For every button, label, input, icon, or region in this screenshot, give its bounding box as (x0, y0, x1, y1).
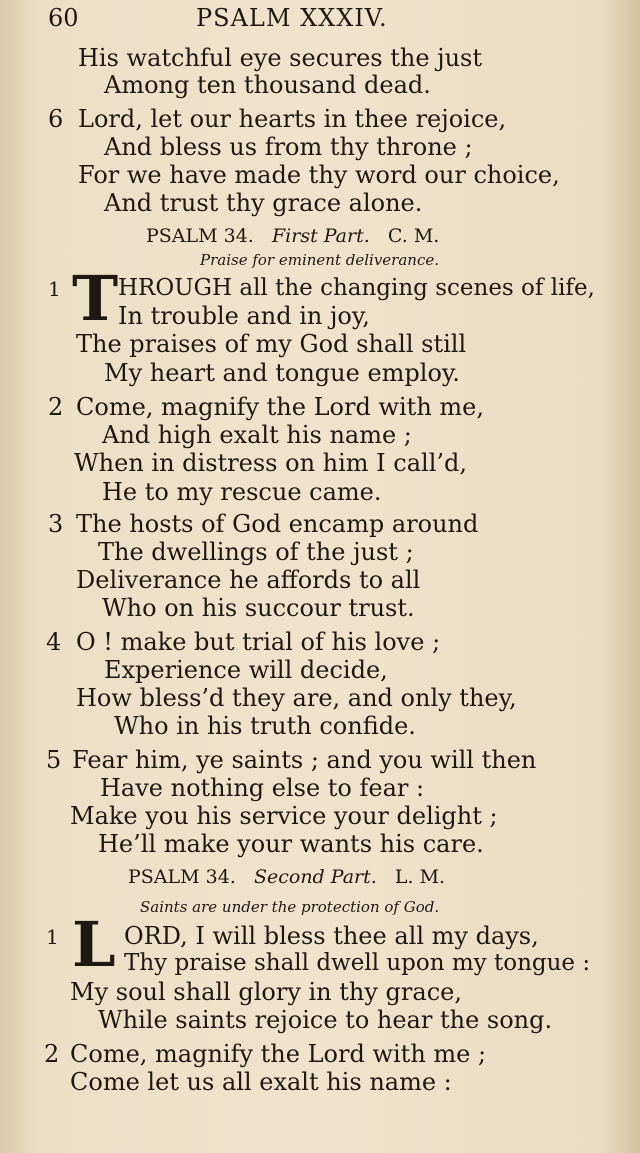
hymn-line: ORD, I will bless thee all my days, (124, 922, 539, 950)
running-title: PSALM XXXIV. (196, 4, 388, 32)
hymn-line: O ! make but trial of his love ; (76, 628, 441, 656)
hymn-line: Lord, let our hearts in thee rejoice, (78, 105, 507, 133)
hymn-line: Thy praise shall dwell upon my tongue : (124, 950, 591, 976)
hymn-line: Come, magnify the Lord with me ; (70, 1040, 487, 1068)
heading-part: First Part. (271, 225, 370, 247)
heading-psalm: PSALM 34. (128, 866, 236, 888)
verse-number: 1 (46, 925, 59, 949)
hymn-line: Deliverance he affords to all (76, 566, 421, 594)
hymn-line: And trust thy grace alone. (104, 189, 423, 217)
hymn-line: While saints rejoice to hear the song. (98, 1006, 553, 1034)
section-heading (128, 866, 445, 888)
drop-cap: L (72, 908, 116, 981)
verse-number: 3 (48, 510, 64, 538)
hymn-line: Come, magnify the Lord with me, (76, 393, 484, 421)
section-heading (146, 225, 439, 247)
hymn-line: My soul shall glory in thy grace, (70, 978, 462, 1006)
hymn-line: When in distress on him I call’d, (74, 449, 467, 477)
section-subtitle: Saints are under the protection of God. (140, 898, 440, 916)
hymn-line: Experience will decide, (104, 656, 388, 684)
page-header (0, 2, 640, 38)
hymn-line: Have nothing else to fear : (100, 774, 425, 802)
heading-psalm: PSALM 34. (146, 225, 254, 247)
hymn-line: And high exalt his name ; (102, 421, 412, 449)
hymn-line: Fear him, ye saints ; and you will then (72, 746, 537, 774)
verse-number: 2 (44, 1040, 60, 1068)
heading-part: Second Part. (253, 866, 377, 888)
heading-meter: L. M. (394, 866, 446, 888)
hymn-line: He’ll make your wants his care. (98, 830, 484, 858)
hymn-line: Come let us all exalt his name : (70, 1068, 452, 1096)
page-number: 60 (48, 4, 79, 32)
verse-number: 1 (48, 277, 61, 301)
verse-number: 6 (48, 105, 64, 133)
section-subtitle: Praise for eminent deliverance. (200, 251, 440, 269)
hymn-line: Among ten thousand dead. (104, 71, 431, 99)
hymn-line: The hosts of God encamp around (76, 510, 479, 538)
hymn-line: My heart and tongue employ. (104, 359, 460, 387)
verse-number: 2 (48, 393, 64, 421)
hymn-line: How bless’d they are, and only they, (76, 684, 517, 712)
verse-number: 5 (46, 746, 62, 774)
drop-cap: T (72, 262, 119, 335)
hymn-line: Who in his truth confide. (114, 712, 416, 740)
hymn-line: The praises of my God shall still (76, 330, 467, 358)
hymn-line: In trouble and in joy, (118, 302, 370, 330)
hymn-line: HROUGH all the changing scenes of life, (118, 275, 595, 301)
hymn-line: Make you his service your delight ; (70, 802, 498, 830)
verse-number: 4 (46, 628, 62, 656)
hymn-line: For we have made thy word our choice, (78, 161, 560, 189)
hymn-line: His watchful eye secures the just (78, 44, 483, 72)
hymn-line: He to my rescue came. (102, 478, 382, 506)
heading-meter: C. M. (387, 225, 440, 247)
hymn-line: Who on his succour trust. (102, 594, 415, 622)
hymn-line: And bless us from thy throne ; (104, 133, 473, 161)
hymn-line: The dwellings of the just ; (98, 538, 414, 566)
